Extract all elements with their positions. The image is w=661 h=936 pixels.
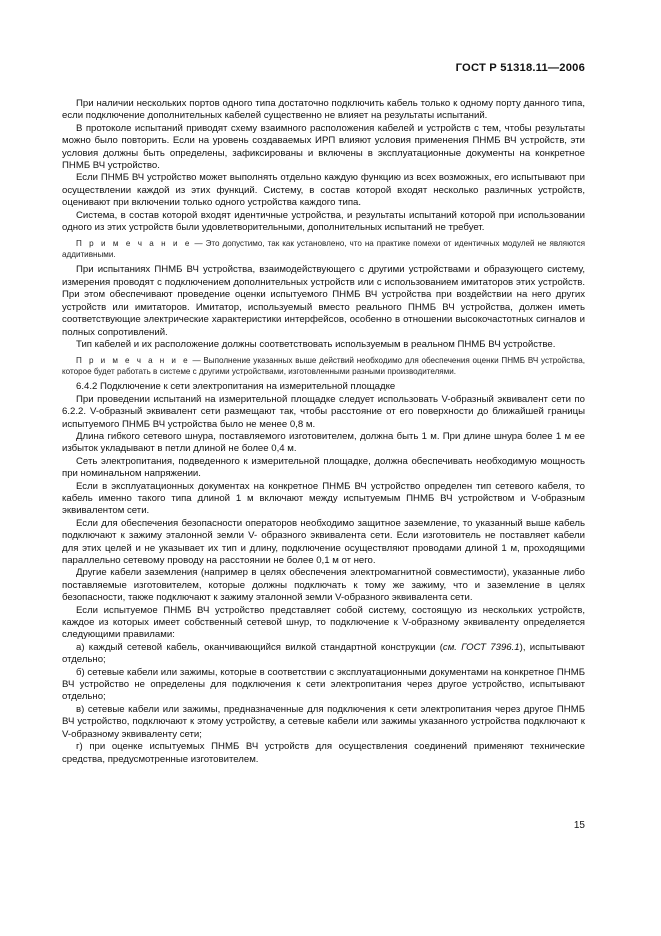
- rule-d: г) при оценке испытуемых ПНМБ ВЧ устройств для осуществления соединений применяют технические средства, предусмотренные изготовителем.: [62, 741, 585, 765]
- note-label: П р и м е ч а н и е: [76, 239, 192, 249]
- paragraph: Система, в состав которой входят идентичные устройства, и результаты испытаний которой при использовании одного из этих устройств были удовлетворительными, дополнительных испытаний не требует.: [62, 209, 585, 234]
- section-heading: 6.4.2 Подключение к сети электропитания на измерительной площадке: [76, 381, 396, 393]
- note-text: — Выполнение указанных выше действий необходимо для обеспечения оценки ПНМБ ВЧ устройства, которое будет работать в системе с другими устройствами, изготовленными разными производителями.: [62, 356, 586, 377]
- paragraph: При наличии нескольких портов одного типа достаточно подключить кабель только к одному порту данного типа, если подключение дополнительных кабелей существенно не влияет на результаты испытаний.: [62, 98, 585, 122]
- note-text: — Это допустимо, так как установлено, что на практике помехи от идентичных модулей не являются аддитивными.: [62, 239, 586, 260]
- paragraph: Тип кабелей и их расположение должны соответствовать используемым в реальном ПНМБ ВЧ устройстве.: [76, 338, 556, 350]
- paragraph: Другие кабели заземления (например в целях обеспечения электромагнитной совместимости), указанные либо поставляемые изготовителем, которые должны подключать к тому же зажиму, что и заземление в целях безопасности, также подключают к зажиму эталонной земли V-образного эквивалента сети.: [62, 567, 585, 604]
- rule-c: в) сетевые кабели или зажимы, предназначенные для подключения к сети электропитания через другое ПНМБ ВЧ устройство, подключают к этому устройству, а сетевые кабели или зажимы указанного устройства подключают к V-образному эквиваленту сети;: [62, 703, 585, 740]
- rule-a-text: а) каждый сетевой кабель, оканчивающийся вилкой стандартной конструкции (: [76, 641, 443, 653]
- paragraph: Сеть электропитания, подведенного к измерительной площадке, должна обеспечивать необходимую мощность при номинальном напряжении.: [62, 455, 585, 480]
- note-label: П р и м е ч а н и е: [76, 356, 190, 366]
- paragraph: Длина гибкого сетевого шнура, поставляемого изготовителем, должна быть 1 м. При длине шнура более 1 м ее избыток укладывают в петли длиной не более 0,4 м.: [62, 430, 585, 455]
- paragraph: В протоколе испытаний приводят схему взаимного расположения кабелей и устройств с тем, чтобы результаты можно было повторить. Если на уровень создаваемых ИРП влияют условия применения ПНМБ ВЧ устройств, эти условия должны быть определены, зафиксированы и включены в эксплуатационные документы на конкретное ПНМБ ВЧ устройство.: [62, 122, 585, 172]
- rule-b: б) сетевые кабели или зажимы, которые в соответствии с эксплуатационными документами на конкретное ПНМБ ВЧ устройство не определены для подключения к сети электропитания через другое устройство, испытывают отдельно;: [62, 666, 585, 703]
- paragraph: Если испытуемое ПНМБ ВЧ устройство представляет собой систему, состоящую из нескольких устройств, каждое из которых имеет собственный сетевой шнур, то подключение к V-образному эквиваленту определяется следующими правилами:: [62, 604, 585, 641]
- paragraph: При проведении испытаний на измерительной площадке следует использовать V-образный эквивалент сети по 6.2.2. V-образный эквивалент сети размещают так, чтобы расстояние от его поверхности до ближайшей границы испытуемого ПНМБ ВЧ устройства было не менее 0,8 м.: [62, 393, 585, 430]
- paragraph: Если ПНМБ ВЧ устройство может выполнять отдельно каждую функцию из всех возможных, его испытывают при осуществлении каждой из этих функций. Систему, в состав которой входят несколько различных устройств, оценивают при включении только одного устройства каждого типа.: [62, 172, 585, 209]
- rule-a-tail: ), испытывают отдельно;: [62, 641, 585, 666]
- paragraph: Если в эксплуатационных документах на конкретное ПНМБ ВЧ устройство определен тип сетевого кабеля, то кабель именно такого типа длиной 1 м включают между испытуемым ПНМБ ВЧ устройством и V-образным эквивалентом сети.: [62, 480, 585, 517]
- document-body: [62, 98, 585, 766]
- rule-a: [62, 642, 585, 667]
- note-1: [62, 238, 585, 260]
- note-2: [62, 355, 585, 377]
- page-number: 15: [573, 820, 585, 831]
- document-number-header: ГОСТ Р 51318.11—2006: [455, 62, 585, 74]
- paragraph: Если для обеспечения безопасности операторов необходимо защитное заземление, то указанный выше кабель подключают к зажиму эталонной земли V- образного эквивалента сети. Если изготовитель не поставляет кабели для этих целей и не указывает их тип и длину, подключение осуществляют проводами длиной 1 м, проходящими параллельно сетевому проводу на расстоянии не более 0,1 м от него.: [62, 517, 585, 566]
- paragraph: При испытаниях ПНМБ ВЧ устройства, взаимодействующего с другими устройствами и образующего систему, измерения проводят с подключением дополнительных устройств или с использованием имитаторов этих устройств. При этом обеспечивают проведение оценки испытуемого ПНМБ ВЧ устройства при воздействии на него других устройств или имитаторов. Имитатор, используемый вместо реального ПНМБ ВЧ устройства, должен иметь соответствующие электрические характеристики интерфейсов, особенно в отношении высокочастотных сигналов и полных сопротивлений.: [62, 264, 585, 338]
- standard-reference: см. ГОСТ 7396.1: [442, 641, 520, 653]
